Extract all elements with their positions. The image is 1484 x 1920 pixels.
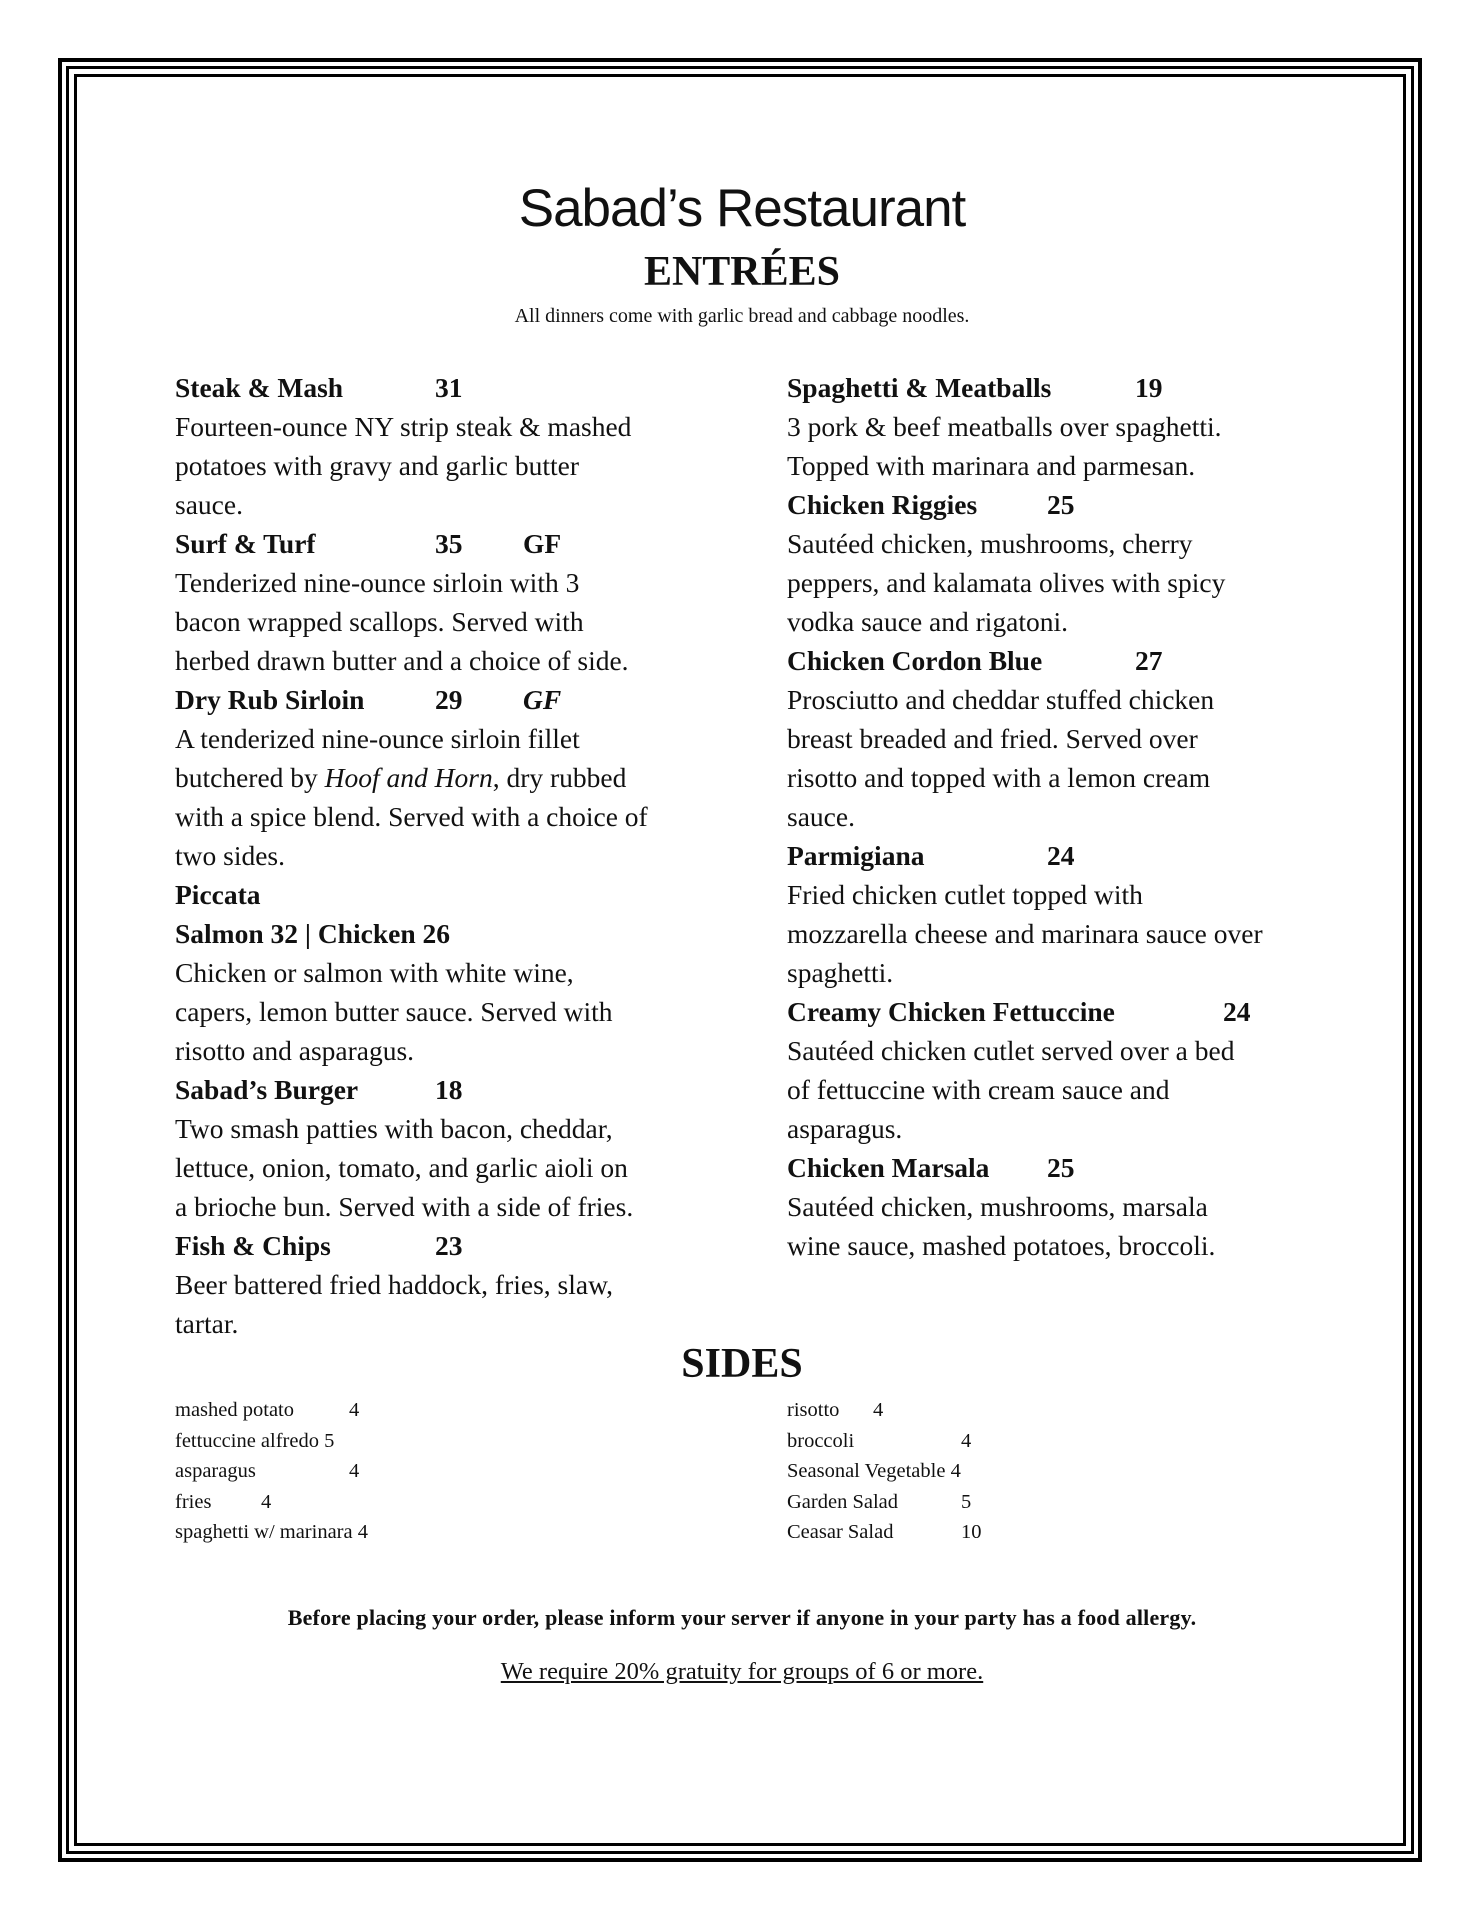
side-item <box>175 1487 368 1518</box>
side-price: 4 <box>349 1399 360 1421</box>
item-price: 25 <box>1047 1152 1075 1183</box>
item-description-line: vodka sauce and rigatoni. <box>787 606 1069 637</box>
item-price: 31 <box>435 372 463 403</box>
item-heading <box>787 641 1347 680</box>
item-description-line: spaghetti. <box>787 957 894 988</box>
item-name: Steak & Mash <box>175 372 344 403</box>
side-name: spaghetti w/ marinara <box>175 1521 353 1543</box>
side-name: Garden Salad <box>787 1490 898 1513</box>
item-description-line: wine sauce, mashed potatoes, broccoli. <box>787 1230 1216 1261</box>
side-item <box>175 1395 368 1426</box>
item-description-line: sauce. <box>175 489 243 520</box>
item-description-line: tartar. <box>175 1308 239 1339</box>
item-price: 27 <box>1135 645 1163 676</box>
item-description-line: Sautéed chicken, mushrooms, cherry <box>787 528 1193 559</box>
entrees-heading: ENTRÉES <box>643 249 841 295</box>
restaurant-name: Sabad’s Restaurant <box>518 179 966 238</box>
item-description-line: potatoes with gravy and garlic butter <box>175 450 579 481</box>
menu-item <box>787 836 1347 992</box>
item-heading <box>787 836 1347 875</box>
item-description-line: of fettuccine with cream sauce and <box>787 1074 1170 1105</box>
side-item <box>175 1456 368 1487</box>
side-price: 4 <box>261 1490 272 1513</box>
item-name: Sabad’s Burger <box>175 1074 359 1105</box>
side-item <box>787 1487 982 1518</box>
item-description-line: bacon wrapped scallops. Served with <box>175 606 584 637</box>
item-name: Chicken Cordon Blue <box>787 645 1043 676</box>
menu-item <box>175 680 735 875</box>
item-name: Surf & Turf <box>175 528 316 559</box>
supplier-name: Hoof and Horn <box>324 762 493 793</box>
item-heading <box>787 368 1347 407</box>
gratuity-notice: We require 20% gratuity for groups of 6 or more. <box>500 1658 984 1685</box>
item-description-line: two sides. <box>175 840 285 871</box>
menu-item <box>787 1148 1347 1265</box>
sides-left-column <box>175 1395 368 1548</box>
item-heading <box>175 680 735 719</box>
item-description-line: Tenderized nine-ounce sirloin with 3 <box>175 567 580 598</box>
item-heading <box>175 524 735 563</box>
item-description-line: Topped with marinara and parmesan. <box>787 450 1196 481</box>
item-price: 23 <box>435 1230 463 1261</box>
item-name: Piccata <box>175 879 261 910</box>
sides-right-column <box>787 1395 982 1548</box>
description-text: , dry rubbed <box>492 762 627 793</box>
menu-item <box>175 875 735 1070</box>
side-item <box>787 1517 982 1548</box>
item-price: 29 <box>435 684 463 715</box>
item-heading <box>787 992 1347 1031</box>
side-price: 10 <box>961 1521 982 1543</box>
item-price-options: Salmon 32 | Chicken 26 <box>175 918 450 949</box>
item-description-line: a brioche bun. Served with a side of fries. <box>175 1191 634 1222</box>
item-name: Chicken Marsala <box>787 1152 990 1183</box>
item-name: Dry Rub Sirloin <box>175 684 365 715</box>
item-description-line: capers, lemon butter sauce. Served with <box>175 996 613 1027</box>
item-heading <box>175 1070 735 1109</box>
side-item <box>787 1456 982 1487</box>
side-name: risotto <box>787 1399 840 1421</box>
item-description-line: Beer battered fried haddock, fries, slaw, <box>175 1269 614 1300</box>
side-price: 5 <box>324 1429 335 1452</box>
item-description-line: Prosciutto and cheddar stuffed chicken <box>787 684 1215 715</box>
item-description-line: lettuce, onion, tomato, and garlic aioli on <box>175 1152 628 1183</box>
menu-item <box>175 1226 735 1343</box>
side-name: mashed potato <box>175 1399 294 1421</box>
item-name: Creamy Chicken Fettuccine <box>787 996 1115 1027</box>
entrees-right-column <box>787 368 1347 1265</box>
item-price: 24 <box>1047 840 1075 871</box>
menu-item <box>787 485 1347 641</box>
side-item <box>175 1426 368 1457</box>
side-item <box>175 1517 368 1548</box>
side-name: asparagus <box>175 1460 256 1482</box>
item-name: Spaghetti & Meatballs <box>787 372 1052 403</box>
side-name: Seasonal Vegetable <box>787 1460 946 1482</box>
side-price: 4 <box>961 1429 972 1452</box>
menu-item <box>787 992 1347 1148</box>
item-description-line: risotto and topped with a lemon cream <box>787 762 1211 793</box>
item-description-line: Two smash patties with bacon, cheddar, <box>175 1113 613 1144</box>
item-heading <box>175 1226 735 1265</box>
side-price: 4 <box>950 1460 961 1482</box>
allergy-notice: Before placing your order, please inform your server if anyone in your party has a food allergy. <box>287 1605 1197 1630</box>
item-description-line: Chicken or salmon with white wine, <box>175 957 574 988</box>
side-name: broccoli <box>787 1429 855 1452</box>
item-description-line <box>175 758 735 797</box>
gluten-free-tag: GF <box>523 528 562 559</box>
side-item <box>787 1426 982 1457</box>
item-description-line: mozzarella cheese and marinara sauce over <box>787 918 1263 949</box>
menu-item <box>787 641 1347 836</box>
item-description-line: risotto and asparagus. <box>175 1035 415 1066</box>
side-name: fettuccine alfredo <box>175 1429 319 1452</box>
item-name: Chicken Riggies <box>787 489 978 520</box>
item-description-line: peppers, and kalamata olives with spicy <box>787 567 1226 598</box>
item-price: 24 <box>1223 996 1251 1027</box>
item-description-line: Fourteen-ounce NY strip steak & mashed <box>175 411 632 442</box>
side-price: 4 <box>357 1521 368 1543</box>
gluten-free-tag: GF <box>523 684 562 715</box>
side-name: fries <box>175 1490 212 1513</box>
sides-heading: SIDES <box>681 1341 803 1387</box>
side-price: 5 <box>961 1490 972 1513</box>
item-description-line: Fried chicken cutlet topped with <box>787 879 1143 910</box>
menu-item <box>787 368 1347 485</box>
entrees-note: All dinners come with garlic bread and cabbage noodles. <box>514 305 970 327</box>
item-heading <box>175 368 735 407</box>
item-price: 35 <box>435 528 463 559</box>
item-price: 19 <box>1135 372 1163 403</box>
menu-item <box>175 368 735 524</box>
entrees-left-column <box>175 368 735 1343</box>
side-name: Ceasar Salad <box>787 1521 894 1543</box>
item-description-line: 3 pork & beef meatballs over spaghetti. <box>787 411 1222 442</box>
item-name: Fish & Chips <box>175 1230 331 1261</box>
item-price: 25 <box>1047 489 1075 520</box>
item-description-line: herbed drawn butter and a choice of side. <box>175 645 629 676</box>
description-text: butchered by <box>175 762 325 793</box>
item-description-line: Sautéed chicken, mushrooms, marsala <box>787 1191 1208 1222</box>
item-description-line: with a spice blend. Served with a choice of <box>175 801 648 832</box>
item-heading <box>787 485 1347 524</box>
item-description-line: A tenderized nine-ounce sirloin fillet <box>175 723 580 754</box>
item-description-line: asparagus. <box>787 1113 903 1144</box>
item-description-line: breast breaded and fried. Served over <box>787 723 1198 754</box>
menu-item <box>175 1070 735 1226</box>
item-name: Parmigiana <box>787 840 925 871</box>
menu-item <box>175 524 735 680</box>
side-price: 4 <box>349 1460 360 1482</box>
item-description-line: sauce. <box>787 801 855 832</box>
item-heading <box>787 1148 1347 1187</box>
item-price: 18 <box>435 1074 463 1105</box>
item-description-line: Sautéed chicken cutlet served over a bed <box>787 1035 1235 1066</box>
side-item <box>787 1395 982 1426</box>
side-price: 4 <box>873 1399 884 1421</box>
